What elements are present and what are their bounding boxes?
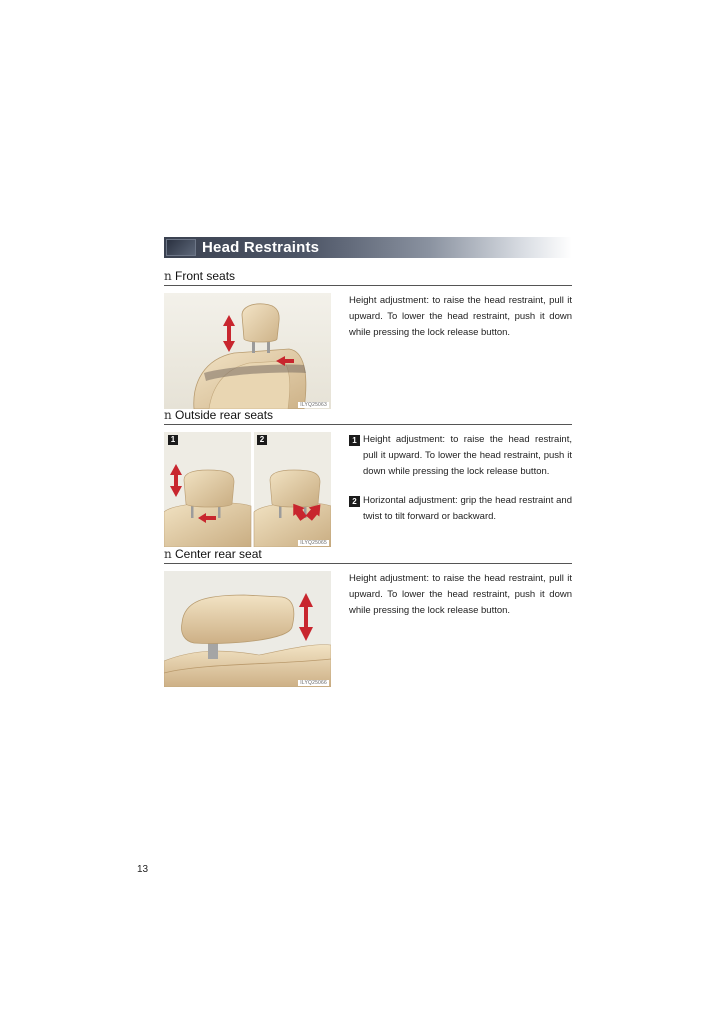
image-code: ILYQ25065 (300, 540, 327, 546)
item-badge: 1 (349, 435, 360, 446)
bullet-marker: n (164, 269, 172, 283)
image-code: ILYQ25066 (300, 680, 327, 686)
section-heading-label: Center rear seat (175, 547, 262, 561)
bullet-marker: n (164, 547, 172, 561)
item-text: Horizontal adjustment: grip the head restraint and twist to tilt forward or backward. (363, 495, 572, 522)
page-number: 13 (137, 864, 149, 875)
center-rear-seat-description: Height adjustment: to raise the head restraint, pull it upward. To lower the head restraint, push it down while pressing the lock release button. (349, 573, 572, 616)
panel-badge-2: 2 (257, 435, 267, 445)
front-seat-illustration (164, 293, 331, 409)
outside-rear-seat-illustration (164, 432, 331, 547)
outside-rear-item-1 (349, 432, 572, 480)
image-code: ILYQ25063 (300, 402, 327, 408)
section-heading-front-seats (164, 271, 572, 286)
page-title: Head Restraints (202, 239, 320, 256)
section-title-bar (164, 237, 572, 258)
section-heading-outside-rear-seats (164, 410, 572, 425)
outside-rear-item-2 (349, 493, 572, 525)
item-badge: 2 (349, 496, 360, 507)
panel-badge-1: 1 (168, 435, 178, 445)
center-rear-seat-illustration (164, 571, 331, 687)
bullet-marker: n (164, 408, 172, 422)
section-heading-label: Outside rear seats (175, 408, 274, 422)
front-seats-description: Height adjustment: to raise the head restraint, pull it upward. To lower the head restraint, push it down while pressing the lock release button. (349, 295, 572, 338)
section-heading-center-rear-seat (164, 549, 572, 564)
title-bar-swatch (166, 239, 196, 256)
section-heading-label: Front seats (175, 269, 236, 283)
item-text: Height adjustment: to raise the head restraint, pull it upward. To lower the head restraint, push it down while pressing the lock release button. (363, 434, 572, 477)
